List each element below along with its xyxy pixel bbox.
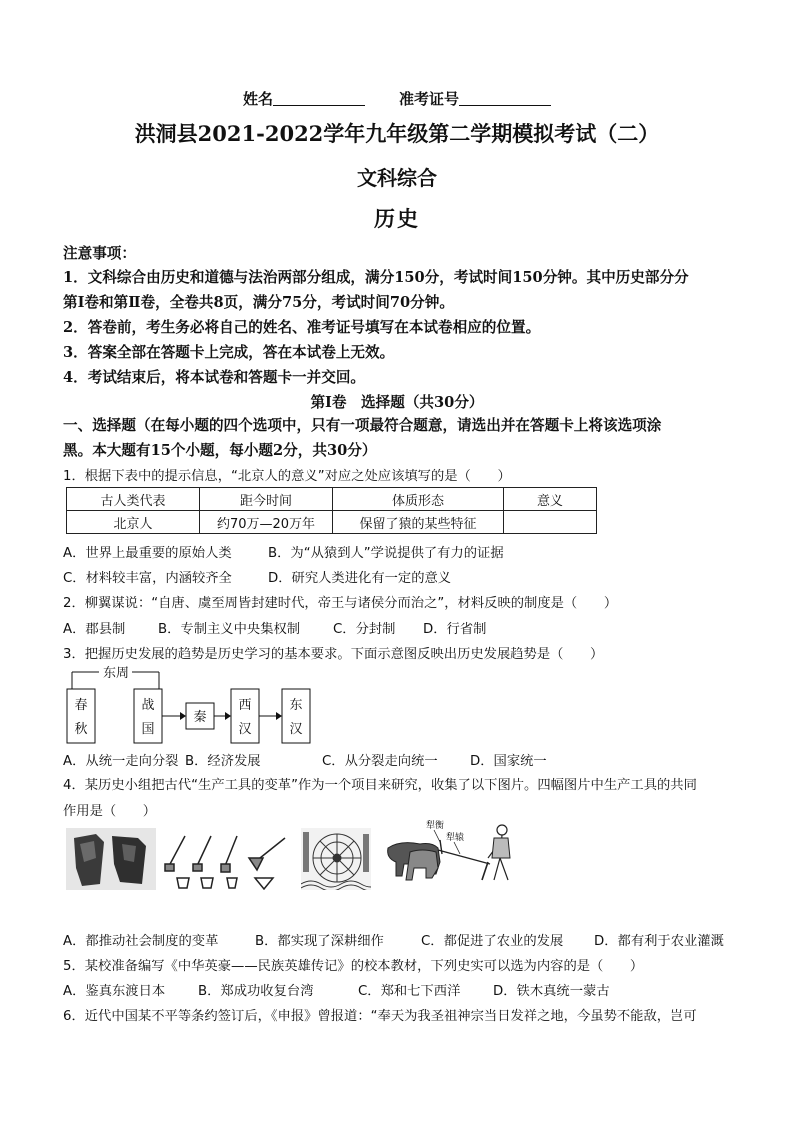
candidate-info-line (0, 88, 794, 109)
q2-option-a: A．郡县制 (63, 622, 126, 637)
table-cell: 北京人 (67, 511, 200, 534)
bracket-label: 东周 (102, 666, 130, 681)
q2-stem: 2．柳翼谋说：“自唐、虞至周皆封建时代，帝王与诸侯分而治之”，材料反映的制度是（ ） (63, 596, 618, 611)
name-label: 姓名 (242, 90, 273, 108)
notice-item-1-cont: 第Ⅰ卷和第Ⅱ卷，全卷共8页，满分75分，考试时间70分钟。 (63, 294, 454, 311)
q4-option-a: A．都推动社会制度的变革 (63, 934, 219, 949)
table-header: 距今时间 (200, 488, 333, 511)
box-chunqiu-top: 春 (74, 698, 88, 713)
q2-option-c: C．分封制 (333, 622, 396, 637)
box-zhanguo-top: 战 (141, 698, 155, 713)
q3-option-c: C．从分裂走向统一 (322, 754, 438, 769)
exam-title: 洪洞县2021-2022学年九年级第二学期模拟考试（二） (134, 121, 660, 146)
exam-id-blank (459, 91, 551, 106)
section-intro-line1: 一、选择题（在每小题的四个选项中，只有一项最符合题意，请选出并在答题卡上将该选项涂 (63, 417, 662, 434)
table-header-row (67, 488, 597, 511)
section-intro-line2: 黑。本大题有15个小题，每小题2分，共30分） (63, 442, 377, 459)
table-header: 古人类代表 (67, 488, 200, 511)
q5-stem: 5．某校准备编写《中华英豪——民族英雄传记》的校本教材，下列史实可以选为内容的是（ ） (63, 959, 644, 974)
iron-tools-photo (66, 828, 156, 890)
notice-item-4: 4．考试结束后，将本试卷和答题卡一并交回。 (63, 369, 366, 386)
q4-stem-line2: 作用是（ ） (63, 804, 157, 819)
q4-option-b: B．都实现了深耕细作 (255, 934, 384, 949)
arrow-head (225, 712, 231, 720)
name-blank (273, 91, 365, 106)
arrow-head (180, 712, 186, 720)
exam-subject: 历史 (374, 206, 420, 231)
notice-item-3: 3．答案全部在答题卡上完成，答在本试卷上无效。 (63, 344, 395, 361)
q4-option-d: D．都有利于农业灌溉 (594, 934, 724, 949)
label-lihen: 犁衡 (426, 821, 445, 831)
q1-option-c: C．材料较丰富，内涵较齐全 (63, 571, 232, 586)
q5-option-b: B．郑成功收复台湾 (198, 984, 314, 999)
q4-stem-line1: 4．某历史小组把古代“生产工具的变革”作为一个项目来研究，收集了以下图片。四幅图片中生产工具的共同 (63, 778, 697, 793)
farm-tools-drawing (163, 828, 291, 890)
q2-option-d: D．行省制 (423, 622, 487, 637)
q2-option-b: B．专制主义中央集权制 (158, 622, 301, 637)
table-cell: 约70万—20万年 (200, 511, 333, 534)
q5-option-d: D．铁木真统一蒙古 (493, 984, 610, 999)
box-xihan-bottom: 汉 (238, 722, 252, 737)
q3-option-d: D．国家统一 (470, 754, 547, 769)
box-zhanguo-bottom: 国 (141, 722, 155, 737)
q1-option-b: B．为“从猿到人”学说提供了有力的证据 (268, 546, 504, 561)
table-header: 体质形态 (333, 488, 504, 511)
q4-option-c: C．都促进了农业的发展 (421, 934, 564, 949)
ox-plowing-drawing (380, 818, 530, 892)
notice-item-2: 2．答卷前，考生务必将自己的姓名、准考证号填写在本试卷相应的位置。 (63, 319, 541, 336)
q3-option-a: A．从统一走向分裂 (63, 754, 179, 769)
q5-option-a: A．鉴真东渡日本 (63, 984, 166, 999)
notice-heading: 注意事项： (63, 245, 136, 262)
q1-table (66, 487, 597, 534)
section-title: 第Ⅰ卷 选择题（共30分） (310, 394, 484, 411)
exam-id-label: 准考证号 (399, 90, 460, 108)
label-liyuan: 犁辕 (446, 833, 465, 843)
arrow-head (276, 712, 282, 720)
table-cell (504, 511, 597, 534)
q3-stem: 3．把握历史发展的趋势是历史学习的基本要求。下面示意图反映出历史发展趋势是（ ） (63, 647, 604, 662)
box-xihan-top: 西 (238, 698, 252, 713)
q5-option-c: C．郑和七下西洋 (358, 984, 461, 999)
q1-stem: 1．根据下表中的提示信息，“北京人的意义”对应之处应该填写的是（ ） (63, 469, 511, 484)
table-row (67, 511, 597, 534)
notice-item-1: 1．文科综合由历史和道德与法治两部分组成，满分150分，考试时间150分钟。其中历史部分分 (63, 269, 689, 286)
table-header: 意义 (504, 488, 597, 511)
exam-subtitle: 文科综合 (357, 166, 437, 190)
box-qin-label: 秦 (193, 710, 207, 725)
box-donghan-top: 东 (289, 698, 303, 713)
q1-option-d: D．研究人类进化有一定的意义 (268, 571, 452, 586)
table-cell: 保留了猿的某些特征 (333, 511, 504, 534)
water-wheel-drawing (301, 828, 371, 890)
q1-option-a: A．世界上最重要的原始人类 (63, 546, 232, 561)
history-trend-diagram (64, 665, 314, 745)
q3-option-b: B．经济发展 (185, 754, 261, 769)
q6-stem: 6．近代中国某不平等条约签订后，《申报》曾报道：“奉天为我圣祖神宗当日发祥之地，今虽势不能敌，岂可 (63, 1009, 697, 1024)
box-chunqiu-bottom: 秋 (74, 722, 88, 737)
box-donghan-bottom: 汉 (289, 722, 303, 737)
